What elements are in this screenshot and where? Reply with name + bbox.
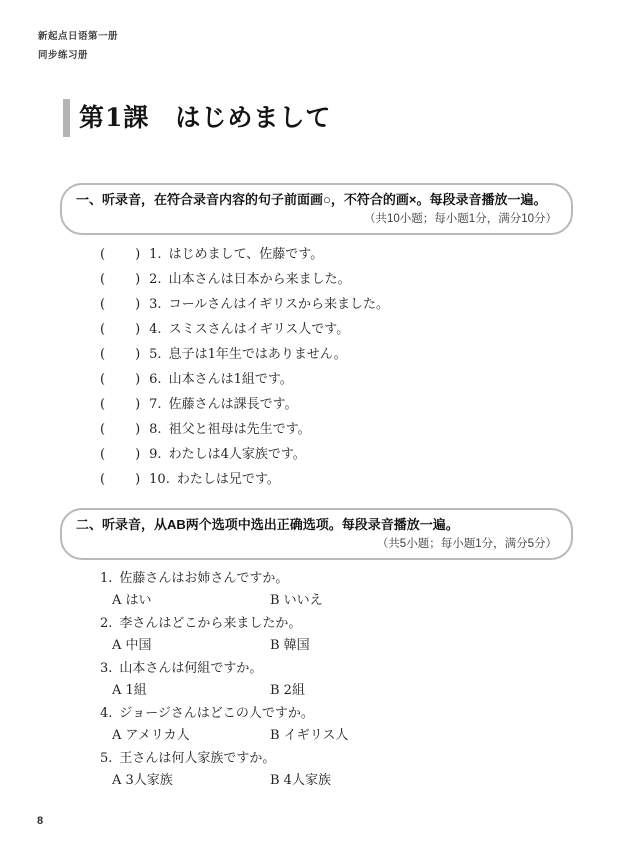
- question-text: 山本さんは何組ですか。: [119, 661, 263, 676]
- tf-item: [100, 267, 389, 292]
- item-number: 7.: [149, 397, 162, 412]
- running-head: [38, 27, 118, 65]
- option-b: B 4人家族: [270, 773, 331, 788]
- section1-heading: 一、听录音，在符合录音内容的句子前面画○，不符合的画×。每段录音播放一遍。: [76, 192, 547, 207]
- item-number: 3.: [149, 297, 162, 312]
- question-number: 2.: [100, 616, 113, 631]
- section1-score-note: （共10小题；每小题1分，满分10分）: [364, 213, 557, 225]
- question-text: 李さんはどこから来ましたか。: [119, 616, 302, 631]
- question-number: 4.: [100, 706, 113, 721]
- item-text: 山本さんは1組です。: [168, 372, 293, 387]
- paren-close: ): [135, 247, 141, 262]
- option-b: B イギリス人: [270, 728, 349, 743]
- options-line: [100, 770, 348, 792]
- tf-item: [100, 242, 389, 267]
- item-number: 8.: [149, 422, 162, 437]
- tf-item: [100, 292, 389, 317]
- tf-item: [100, 467, 389, 492]
- options-line: [100, 680, 348, 702]
- paren-close: ): [135, 347, 141, 362]
- mc-question: [100, 748, 348, 792]
- options-line: [100, 725, 348, 747]
- question-text: 佐藤さんはお姉さんですか。: [119, 571, 289, 586]
- paren-close: ): [135, 297, 141, 312]
- item-number: 5.: [149, 347, 162, 362]
- option-a: A アメリカ人: [112, 728, 190, 743]
- section1-instruction-box: [60, 183, 573, 235]
- paren-open: (: [100, 322, 106, 337]
- item-text: 祖父と祖母は先生です。: [168, 422, 311, 437]
- question-line: [100, 613, 348, 635]
- item-text: 山本さんは日本から来ました。: [168, 272, 351, 287]
- item-text: はじめまして、佐藤です。: [168, 247, 324, 262]
- section2-question-list: [100, 568, 348, 793]
- mc-question: [100, 613, 348, 657]
- paren-open: (: [100, 372, 106, 387]
- section2-instruction-box: [60, 508, 573, 560]
- paren-close: ): [135, 322, 141, 337]
- title-accent-bar: [63, 99, 70, 137]
- question-number: 5.: [100, 751, 113, 766]
- page-number: 8: [37, 815, 44, 827]
- running-head-line2: 同步练习册: [38, 50, 89, 61]
- tf-item: [100, 417, 389, 442]
- lesson-title-text: 第1課 はじめまして: [79, 103, 332, 132]
- question-line: [100, 703, 348, 725]
- question-text: ジョージさんはどこの人ですか。: [119, 706, 314, 721]
- lesson-title: [63, 99, 331, 137]
- item-text: 息子は1年生ではありません。: [168, 347, 347, 362]
- section2-heading: 二、听录音，从AB两个选项中选出正确选项。每段录音播放一遍。: [76, 517, 459, 532]
- paren-open: (: [100, 297, 106, 312]
- question-line: [100, 748, 348, 770]
- item-number: 10.: [149, 472, 170, 487]
- section2-score-note: （共5小题；每小题1分，满分5分）: [376, 538, 557, 550]
- item-text: わたしは4人家族です。: [168, 447, 306, 462]
- option-a: A 中国: [112, 638, 152, 653]
- question-line: [100, 658, 348, 680]
- mc-question: [100, 568, 348, 612]
- paren-open: (: [100, 347, 106, 362]
- item-number: 2.: [149, 272, 162, 287]
- item-text: コールさんはイギリスから来ました。: [168, 297, 390, 312]
- paren-close: ): [135, 422, 141, 437]
- item-text: 佐藤さんは課長です。: [168, 397, 298, 412]
- option-b: B いいえ: [270, 593, 323, 608]
- paren-close: ): [135, 397, 141, 412]
- tf-item: [100, 342, 389, 367]
- paren-close: ): [135, 372, 141, 387]
- tf-item: [100, 442, 389, 467]
- paren-close: ): [135, 447, 141, 462]
- option-b: B 2組: [270, 683, 305, 698]
- mc-question: [100, 658, 348, 702]
- paren-close: ): [135, 272, 141, 287]
- item-number: 9.: [149, 447, 162, 462]
- item-number: 6.: [149, 372, 162, 387]
- tf-item: [100, 317, 389, 342]
- question-number: 1.: [100, 571, 113, 586]
- question-number: 3.: [100, 661, 113, 676]
- item-text: スミスさんはイギリス人です。: [168, 322, 350, 337]
- paren-open: (: [100, 472, 106, 487]
- option-a: A 1組: [112, 683, 147, 698]
- item-text: わたしは兄です。: [176, 472, 280, 487]
- question-line: [100, 568, 348, 590]
- paren-close: ): [135, 472, 141, 487]
- paren-open: (: [100, 247, 106, 262]
- paren-open: (: [100, 397, 106, 412]
- item-number: 4.: [149, 322, 162, 337]
- tf-item: [100, 367, 389, 392]
- tf-item: [100, 392, 389, 417]
- item-number: 1.: [149, 247, 162, 262]
- options-line: [100, 635, 348, 657]
- paren-open: (: [100, 272, 106, 287]
- option-a: A はい: [112, 593, 152, 608]
- paren-open: (: [100, 447, 106, 462]
- question-text: 王さんは何人家族ですか。: [119, 751, 276, 766]
- paren-open: (: [100, 422, 106, 437]
- option-a: A 3人家族: [112, 773, 173, 788]
- options-line: [100, 590, 348, 612]
- option-b: B 韓国: [270, 638, 310, 653]
- mc-question: [100, 703, 348, 747]
- running-head-line1: 新起点日语第一册: [38, 31, 119, 42]
- section1-item-list: [100, 242, 389, 492]
